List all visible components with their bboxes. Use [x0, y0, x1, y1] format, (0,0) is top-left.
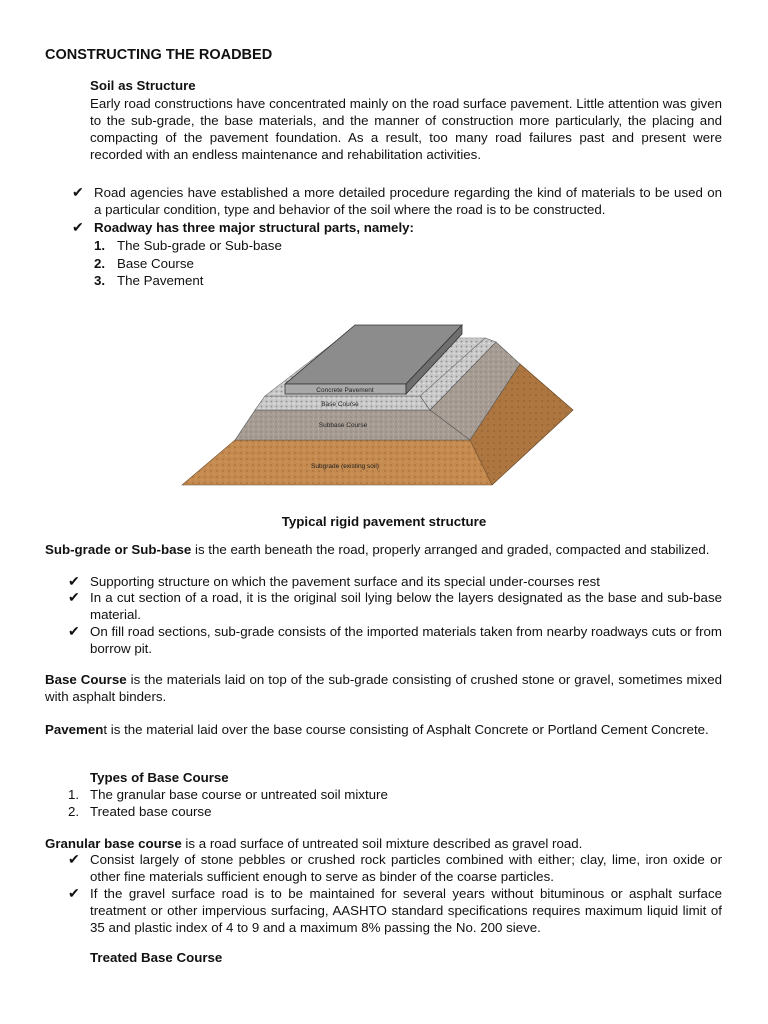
types-list — [68, 786, 388, 819]
figure-caption: Typical rigid pavement structure — [281, 514, 487, 529]
subgrade-point: ✔ On fill road sections, sub-grade consists of the imported materials taken from nearby roadways cuts or from borrow pit. — [68, 623, 722, 656]
list-item: 1. The granular base course or untreated soil mixture — [68, 787, 388, 802]
list-item: 3. The Pavement — [94, 273, 204, 288]
check-icon: ✔ — [72, 184, 84, 200]
page-title: CONSTRUCTING THE ROADBED — [45, 47, 273, 63]
check-icon: ✔ — [68, 589, 80, 605]
check-icon: ✔ — [68, 573, 80, 589]
subgrade-point: ✔ Supporting structure on which the pavement surface and its special under-courses rest — [68, 573, 600, 589]
subbase-course-label: Subbase Course — [318, 422, 368, 429]
parts-list — [94, 237, 282, 290]
subgrade-label: Subgrade (existing soil) — [311, 463, 379, 470]
pavement-definition: Pavement is the material laid over the base course consisting of Asphalt Concrete or Portland Cement Concrete. — [45, 722, 709, 737]
check-icon: ✔ — [72, 219, 84, 235]
types-heading: Types of Base Course — [90, 770, 229, 785]
check-icon: ✔ — [68, 851, 80, 867]
list-item: 1. The Sub-grade or Sub-base — [94, 238, 282, 253]
list-item: 2. Treated base course — [68, 803, 212, 819]
granular-point: ✔ If the gravel surface road is to be maintained for several years without bituminous or asphalt surface treatment or other impervious surfacing, AASHTO standard specifications requires maximum liquid limit of 35 and plastic index of 4 to 9 and a maximum 8% passing the No. 200 sieve. — [68, 885, 722, 935]
soil-bullet — [68, 77, 78, 94]
treated-bullet — [68, 949, 78, 966]
check-icon: ✔ — [68, 885, 80, 901]
soil-paragraph: Early road constructions have concentrated mainly on the road surface pavement. Little attention was given to the sub-grade, the base materials, and the manner of construction more particularly, the placing and compacting of the pavement foundation. As a result, too many road failures past and present were recorded with an endless maintenance and rehabilitation activities. — [90, 96, 722, 162]
base-course-label: Base Course — [321, 401, 359, 408]
granular-definition: Granular base course is a road surface of untreated soil mixture described as gravel road. — [45, 836, 583, 851]
check-item-agencies: ✔ Road agencies have established a more detailed procedure regarding the kind of materials to be used on a particular condition, type and behavior of the soil where the road is to be constructed. — [72, 184, 722, 217]
granular-point: ✔ Consist largely of stone pebbles or crushed rock particles combined with either; clay, lime, iron oxide or other fine materials sufficient enough to serve as binder of the coarse particles. — [68, 851, 722, 884]
treated-heading: Treated Base Course — [90, 950, 223, 965]
list-item: 2. Base Course — [94, 255, 194, 271]
check-icon: ✔ — [68, 623, 80, 639]
rigid-pavement-diagram — [180, 320, 576, 495]
concrete-pavement-label: Concrete Pavement — [316, 387, 374, 394]
base-course-definition: Base Course is the materials laid on top of the sub-grade consisting of crushed stone or gravel, sometimes mixed with asphalt binders. — [45, 672, 722, 704]
check-item-roadway: ✔ Roadway has three major structural parts, namely: — [72, 219, 414, 235]
types-bullet — [68, 769, 78, 786]
soil-heading: Soil as Structure — [90, 78, 196, 93]
subgrade-definition: Sub-grade or Sub-base is the earth beneath the road, properly arranged and graded, compacted and stabilized. — [45, 542, 710, 557]
subgrade-point: ✔ In a cut section of a road, it is the original soil lying below the layers designated as the base and sub-base material. — [68, 589, 722, 622]
